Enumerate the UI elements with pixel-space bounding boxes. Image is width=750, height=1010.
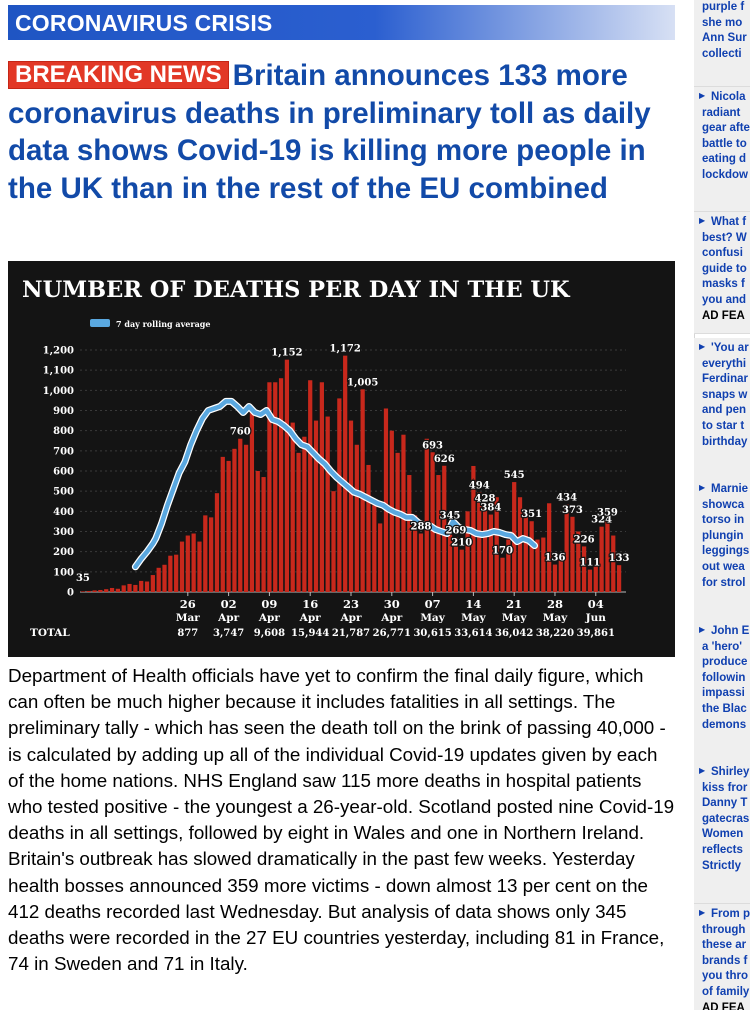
x-label-month: May: [542, 612, 568, 624]
bar: [232, 449, 236, 592]
sidebar-story-line: you thro: [702, 970, 748, 983]
y-tick-label: 100: [53, 567, 74, 579]
y-tick-label: 700: [53, 446, 74, 458]
sidebar-story-line: produce: [702, 656, 748, 669]
sidebar-story-line: you and: [702, 293, 747, 306]
data-label: 269: [445, 525, 467, 537]
bar: [261, 477, 265, 592]
sidebar-story-line: radiant: [702, 106, 741, 119]
x-label-month: Jun: [585, 612, 606, 624]
bar: [559, 561, 563, 592]
bar: [296, 453, 300, 592]
x-label-month: May: [461, 612, 486, 624]
x-label-day: 14: [465, 597, 482, 611]
arrow-icon: ▶: [699, 625, 706, 634]
arrow-icon: ▶: [699, 91, 706, 100]
bar: [594, 566, 598, 592]
legend-label: 7 day rolling average: [116, 319, 211, 329]
x-label-day: 21: [506, 597, 523, 611]
data-label: 373: [562, 504, 583, 516]
sidebar-story-line: Ann Sur: [702, 32, 747, 45]
bar: [500, 558, 504, 592]
sidebar-story-line: confusi: [702, 247, 743, 260]
bar: [407, 475, 411, 592]
sidebar-story-line: of family: [702, 985, 750, 998]
sidebar-story-line: Danny T: [702, 797, 748, 810]
bar: [302, 437, 306, 592]
sidebar-story-line: these ar: [702, 939, 747, 952]
sidebar-story-line: gear afte: [702, 122, 750, 135]
sidebar-story-line: Ferdinar: [702, 373, 749, 386]
bar: [384, 408, 388, 592]
bar: [98, 590, 102, 592]
bar: [145, 582, 149, 592]
bar: [524, 513, 528, 592]
y-tick-label: 1,100: [42, 365, 74, 377]
data-label: 351: [521, 509, 543, 521]
sidebar-story-3[interactable]: [694, 212, 750, 334]
data-label: 210: [451, 537, 473, 549]
bar: [337, 398, 341, 592]
sidebar-story-8[interactable]: [694, 904, 750, 1010]
data-label: 226: [573, 534, 595, 546]
y-tick-label: 400: [53, 506, 74, 518]
sidebar-story-4[interactable]: [694, 338, 750, 480]
sidebar-story-line: John E: [711, 625, 750, 637]
sidebar-story-6[interactable]: [694, 621, 750, 763]
bar: [541, 538, 545, 592]
x-label-day: 16: [302, 597, 319, 611]
breaking-news-badge: BREAKING NEWS: [8, 61, 229, 89]
sidebar-story-line: Marnie: [711, 483, 749, 495]
sidebar-story-line: eating d: [702, 153, 747, 166]
arrow-icon: ▶: [699, 483, 706, 492]
sidebar-story-line: purple f: [702, 1, 745, 13]
bar: [104, 589, 108, 592]
x-label-day: 30: [383, 597, 400, 611]
data-label: 359: [596, 507, 618, 519]
bar: [180, 542, 184, 592]
bar: [425, 439, 429, 592]
total-value: 9,608: [253, 628, 286, 639]
sidebar-story-line: leggings: [702, 545, 750, 558]
bar: [186, 536, 190, 592]
data-label: 760: [229, 426, 251, 438]
data-label: 1,152: [271, 347, 303, 359]
y-tick-label: 1,000: [42, 385, 74, 397]
headline-text: Britain announces 133 more coronavirus deaths in preliminary toll as daily data shows Covid-19 is killing more people in the UK than in the rest of the EU combined: [8, 59, 651, 205]
sidebar-story-5[interactable]: [694, 479, 750, 622]
sidebar-story-line: battle to: [702, 137, 747, 150]
sidebar-story-line: impassi: [702, 687, 745, 700]
total-value: 39,861: [576, 628, 615, 639]
sidebar-story-line: Women: [702, 828, 744, 841]
x-label-day: 02: [220, 597, 237, 611]
bar: [331, 491, 335, 592]
sidebar-story-line: and pen: [702, 404, 747, 417]
bar: [553, 565, 557, 592]
bar: [116, 589, 120, 592]
bar: [530, 521, 534, 592]
bar: [378, 523, 382, 592]
arrow-icon: ▶: [699, 216, 706, 225]
legend-swatch: [90, 319, 110, 327]
bar: [122, 585, 126, 592]
data-label: 345: [439, 510, 461, 522]
sidebar-story-line: 'You ar: [711, 342, 749, 354]
total-value: 38,220: [535, 628, 575, 639]
sidebar-story-line: the Blac: [702, 702, 747, 715]
sidebar-story-line: collecti: [702, 47, 742, 60]
bar: [127, 584, 131, 592]
x-label-day: 28: [546, 597, 563, 611]
sidebar-story-line: best? W: [702, 231, 747, 244]
sidebar-story-line: birthday: [702, 435, 748, 448]
x-label-month: May: [501, 612, 527, 624]
bar: [308, 380, 312, 592]
bar: [168, 556, 172, 592]
bar: [151, 575, 155, 592]
bar: [349, 421, 353, 592]
bar: [291, 423, 295, 592]
data-label: 35: [75, 572, 90, 584]
data-label: 626: [433, 453, 455, 465]
sidebar-story-line: everythi: [702, 357, 747, 370]
bar: [227, 461, 231, 592]
y-tick-label: 900: [53, 406, 74, 417]
bar: [326, 417, 330, 592]
sidebar-story-line: plungin: [702, 529, 744, 542]
x-label-month: Apr: [258, 612, 280, 624]
x-label-day: 26: [179, 597, 196, 611]
deaths-chart-svg: [8, 261, 675, 657]
x-label-month: Apr: [381, 612, 403, 624]
bar: [582, 546, 586, 592]
bar: [588, 570, 592, 592]
bar: [483, 506, 487, 592]
bar: [273, 382, 277, 592]
deaths-chart: [8, 261, 675, 657]
bar: [162, 565, 166, 592]
bar: [221, 457, 225, 592]
y-tick-label: 600: [53, 466, 74, 478]
data-label: 545: [503, 470, 525, 482]
bar: [203, 515, 207, 592]
x-label-day: 09: [261, 597, 278, 611]
sidebar-story-line: a 'hero': [702, 640, 742, 653]
bar: [570, 517, 574, 592]
x-label-day: 07: [424, 597, 441, 611]
data-label: 693: [422, 440, 444, 452]
sidebar-story-line: snaps w: [702, 388, 748, 401]
data-label: 324: [591, 514, 613, 526]
data-label: 384: [480, 502, 502, 514]
x-label-day: 23: [342, 597, 360, 611]
bar: [396, 453, 400, 592]
data-label: 136: [544, 552, 566, 564]
sidebar-story-line: masks f: [702, 278, 745, 291]
x-label-month: May: [420, 612, 445, 624]
ad-feature-label: AD FEA: [702, 309, 745, 322]
data-label: 434: [556, 492, 578, 504]
x-label-month: Apr: [340, 612, 362, 624]
total-value: 3,747: [212, 628, 245, 639]
total-value: 26,771: [372, 628, 411, 639]
bar: [87, 591, 91, 592]
bar: [238, 439, 242, 592]
x-label-day: 04: [587, 597, 604, 611]
sidebar-story-line: guide to: [702, 262, 747, 275]
sidebar-story-1[interactable]: [694, 0, 750, 87]
headline: [8, 57, 676, 207]
sidebar-story-line: showca: [702, 498, 745, 511]
bar: [81, 591, 85, 592]
sidebar-story-7[interactable]: [694, 762, 750, 904]
bar: [197, 542, 201, 592]
sidebar-story-line: Shirley: [711, 766, 750, 778]
total-value: 36,042: [495, 628, 534, 639]
total-value: 15,944: [291, 628, 330, 639]
sidebar-story-line: gatecras: [702, 812, 750, 825]
section-banner-label: CORONAVIRUS CRISIS: [15, 10, 273, 36]
total-value: 21,787: [331, 628, 371, 639]
arrow-icon: ▶: [699, 908, 706, 917]
sidebar: [694, 0, 750, 1010]
sidebar-story-line: for strol: [702, 576, 746, 589]
bar: [110, 588, 114, 592]
arrow-icon: ▶: [699, 766, 706, 775]
data-label: 170: [492, 545, 513, 557]
bar: [215, 493, 219, 592]
y-tick-label: 1,200: [42, 345, 74, 357]
sidebar-story-line: she mo: [702, 16, 743, 29]
x-label-month: Mar: [175, 612, 200, 624]
data-label: 428: [474, 493, 496, 505]
bar: [92, 590, 96, 592]
y-tick-label: 500: [53, 486, 74, 498]
total-value: 33,614: [454, 628, 493, 639]
sidebar-story-line: From p: [711, 908, 750, 920]
sidebar-story-2[interactable]: [694, 87, 750, 212]
bar: [285, 360, 289, 592]
sidebar-story-line: out wea: [702, 560, 745, 573]
bar: [209, 517, 213, 592]
sidebar-story-line: Nicola: [711, 91, 746, 103]
sidebar-story-line: torso in: [702, 514, 745, 527]
data-label: 1,172: [329, 343, 361, 355]
bar: [355, 445, 359, 592]
article-body: Department of Health officials have yet to confirm the final daily figure, which can often be much higher because it includes fatalities in all settings. The preliminary tally - which has seen the death toll on the brink of passing 40,000 - is calculated by adding up all of the individual Covid-19 updates given by each of the home nations. NHS England saw 115 more deaths in hospital patients who tested positive - the youngest a 26-year-old. Scotland posted nine Covid-19 deaths in all settings, followed by eight in Wales and one in Northern Ireland. Britain's outbreak has slowed dramatically in the past few weeks. Yesterday health bosses announced 359 more victims - down almost 13 per cent on the 412 deaths recorded last Wednesday. But analysis of data shows only 345 deaths were recorded in the 27 EU countries yesterday, including 81 in France, 74 in Sweden and 71 in Italy.: [8, 665, 675, 975]
bar: [361, 389, 365, 592]
y-tick-label: 0: [67, 587, 74, 599]
sidebar-story-line: What f: [711, 216, 747, 228]
bar: [174, 555, 178, 592]
data-label: 288: [410, 521, 432, 533]
sidebar-story-line: brands f: [702, 954, 748, 967]
bar: [314, 421, 318, 592]
data-label: 494: [468, 480, 490, 492]
ad-feature-label: AD FEA: [702, 1001, 745, 1010]
y-tick-label: 800: [53, 426, 74, 438]
total-value: 30,615: [413, 628, 452, 639]
bar: [157, 568, 161, 592]
total-value: 877: [177, 628, 199, 639]
bar: [192, 534, 196, 592]
data-label: 133: [608, 553, 630, 565]
x-label-month: Apr: [218, 612, 240, 624]
bar: [372, 505, 376, 592]
bar: [419, 534, 423, 592]
bar: [139, 581, 143, 592]
sidebar-story-line: through: [702, 923, 746, 936]
bar: [279, 378, 283, 592]
bar: [465, 511, 469, 592]
bar: [133, 585, 137, 592]
bar: [460, 550, 464, 592]
bar: [366, 465, 370, 592]
data-label: 111: [579, 557, 601, 569]
total-label: TOTAL: [30, 627, 70, 639]
bar: [547, 503, 551, 592]
chart-title: NUMBER OF DEATHS PER DAY IN THE UK: [22, 277, 570, 303]
bar: [244, 445, 248, 592]
arrow-icon: ▶: [699, 342, 706, 351]
sidebar-story-line: lockdow: [702, 168, 749, 181]
sidebar-story-line: Strictly: [702, 859, 741, 872]
sidebar-story-line: to star t: [702, 419, 745, 432]
x-label-month: Apr: [299, 612, 321, 624]
bar: [320, 382, 324, 592]
y-tick-label: 300: [53, 527, 74, 538]
bar: [256, 471, 260, 592]
sidebar-story-line: kiss fror: [702, 781, 748, 794]
section-banner[interactable]: [8, 5, 675, 40]
y-tick-label: 200: [53, 547, 74, 559]
sidebar-story-line: reflects: [702, 843, 743, 856]
bar: [617, 565, 621, 592]
sidebar-story-line: followin: [702, 671, 746, 684]
bar: [565, 504, 569, 592]
data-label: 1,005: [346, 377, 379, 389]
bar: [343, 356, 347, 592]
sidebar-story-line: demons: [702, 718, 747, 731]
